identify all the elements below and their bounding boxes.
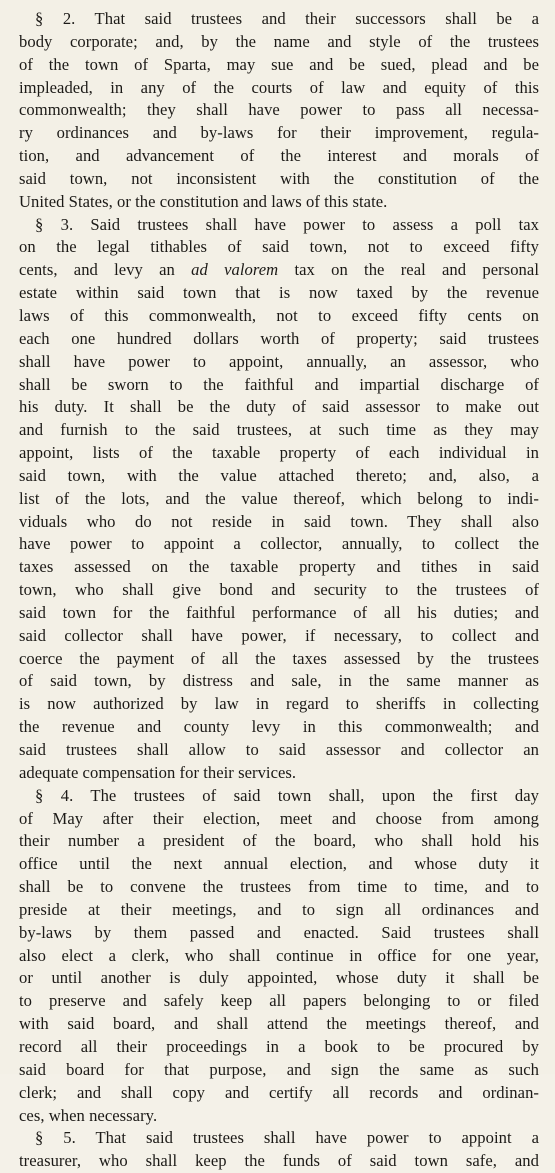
text-line: each one hundred dollars worth of property; said trustees — [19, 328, 539, 348]
text-line: with said board, and shall attend the meetings thereof, and — [19, 1014, 539, 1034]
text-line: taxes assessed on the taxable property and tithes in said — [19, 557, 539, 577]
text-line: clerk; and shall copy and certify all records and ordinan- — [19, 1082, 539, 1102]
text-line: and furnish to the said trustees, at such time as they may — [19, 420, 539, 440]
text-line: said collector shall have power, if necessary, to collect and — [19, 625, 539, 645]
document-text — [19, 8, 539, 1173]
text-line: United States, or the constitution and laws of this state. — [19, 191, 388, 211]
text-line: of the town of Sparta, may sue and be sued, plead and be — [19, 54, 539, 74]
text-line: record all their proceedings in a book to be procured by — [19, 1036, 539, 1056]
text-line: tion, and advancement of the interest and morals of — [19, 146, 539, 166]
text-line: on the legal tithables of said town, not to exceed fifty — [19, 237, 539, 257]
text-line: adequate compensation for their services. — [19, 762, 297, 782]
text-line: preside at their meetings, and to sign all ordinances and — [19, 899, 539, 919]
text-line: § 3. Said trustees shall have power to assess a poll tax — [35, 214, 539, 234]
text-line: appoint, lists of the taxable property of each individual in — [19, 443, 539, 463]
text-line: impleaded, in any of the courts of law and equity of this — [19, 77, 539, 97]
text-line: shall be to convene the trustees from time to time, and to — [19, 877, 539, 897]
text-line: § 2. That said trustees and their successors shall be a — [35, 9, 539, 28]
text-line: said trustees shall allow to said assessor and collector an — [19, 740, 539, 759]
text-line: ces, when necessary. — [19, 1105, 158, 1125]
text-line: the revenue and county levy in this commonwealth; and — [19, 717, 539, 737]
section-sec-4 — [19, 785, 539, 1128]
section-sec-3 — [19, 214, 539, 785]
section-sec-5 — [19, 1127, 539, 1173]
text-line: list of the lots, and the value thereof, which belong to indi- — [19, 488, 539, 508]
text-line: § 5. That said trustees shall have power to appoint a — [35, 1128, 539, 1148]
text-line: commonwealth; they shall have power to pass all necessa- — [19, 100, 539, 120]
text-line: shall be sworn to the faithful and impartial discharge of — [19, 374, 539, 394]
text-line: laws of this commonwealth, not to exceed fifty cents on — [19, 305, 539, 325]
text-line: said town, with the value attached thereto; and, also, a — [19, 465, 539, 485]
text-line: their number a president of the board, who shall hold his — [19, 831, 539, 851]
text-line: office until the next annual election, and whose duty it — [19, 854, 539, 874]
text-line: coerce the payment of all the taxes assessed by the trustees — [19, 648, 539, 668]
text-line: by-laws by them passed and enacted. Said trustees shall — [19, 922, 539, 942]
text-line: viduals who do not reside in said town. They shall also — [19, 511, 539, 531]
text-line: town, who shall give bond and security to the trustees of — [19, 580, 539, 600]
text-line: also elect a clerk, who shall continue in office for one year, — [19, 945, 539, 965]
text-line: have power to appoint a collector, annually, to collect the — [19, 534, 539, 554]
text-line: to preserve and safely keep all papers belonging to or filed — [19, 991, 539, 1011]
text-line: his duty. It shall be the duty of said assessor to make out — [19, 397, 539, 417]
text-line: body corporate; and, by the name and style of the trustees — [19, 31, 539, 51]
text-line: estate within said town that is now taxed by the revenue — [19, 283, 539, 303]
text-line: of said town, by distress and sale, in the same manner as — [19, 671, 539, 691]
text-line: said board for that purpose, and sign the same as such — [19, 1059, 539, 1079]
text-line: of May after their election, meet and choose from among — [19, 808, 539, 828]
text-line: shall have power to appoint, annually, an assessor, who — [19, 351, 539, 371]
text-line: cents, and levy an ad valorem tax on the real and personal — [19, 260, 539, 280]
text-line: said town, not inconsistent with the constitution of the — [19, 168, 539, 188]
text-line: treasurer, who shall keep the funds of said town safe, and — [19, 1151, 539, 1171]
text-line: ry ordinances and by-laws for their improvement, regula- — [19, 123, 539, 143]
text-line: is now authorized by law in regard to sheriffs in collecting — [19, 694, 539, 714]
section-sec-2 — [19, 8, 539, 214]
text-line: or until another is duly appointed, whose duty it shall be — [19, 968, 539, 988]
text-line: said town for the faithful performance of all his duties; and — [19, 602, 539, 622]
text-line: § 4. The trustees of said town shall, upon the first day — [35, 785, 539, 805]
